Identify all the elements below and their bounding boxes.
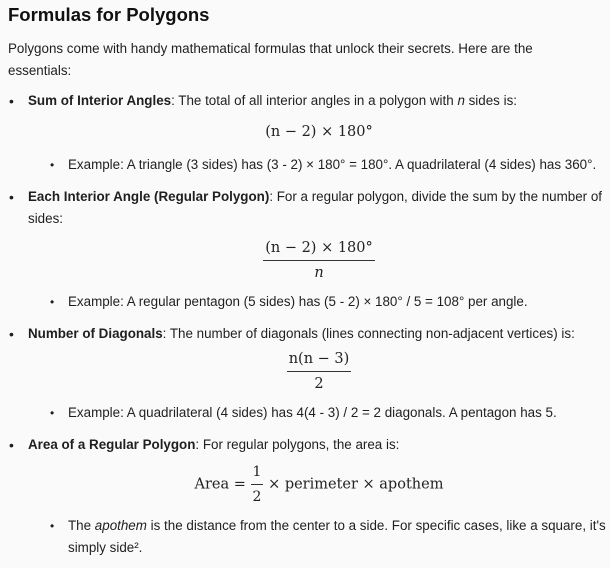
intro-paragraph: Polygons come with handy mathematical formulas that unlock their secrets. Here are the essentials: — [8, 41, 533, 78]
variable-n: n — [457, 93, 465, 108]
note-list — [28, 515, 610, 559]
fraction-numerator: 1 — [251, 462, 264, 485]
formula-diagonals — [28, 349, 610, 394]
example-item: • Example: A triangle (3 sides) has (3 - 2) × 180° = 180°. A quadrilateral (4 sides) has 360°. — [48, 154, 610, 176]
item-term: Area of a Regular Polygon — [28, 437, 196, 452]
fraction-denominator: 2 — [252, 489, 262, 505]
example-item: • Example: A quadrilateral (4 sides) has 4(4 - 3) / 2 = 2 diagonals. A pentagon has 5. — [48, 402, 610, 424]
note-item — [48, 515, 610, 559]
item-desc: : The number of diagonals (lines connecting non-adjacent vertices) is: — [162, 326, 575, 341]
formula-rest: × perimeter × apothem — [268, 476, 444, 493]
fraction-denominator: 2 — [314, 376, 324, 392]
note-after: is the distance from the center to a side. For specific cases, like a square, it's simply side². — [68, 518, 606, 555]
formula-label: Area = — [194, 476, 246, 493]
formula-each-interior — [28, 238, 610, 283]
note-emphasis: apothem — [94, 518, 147, 533]
fraction-numerator: n(n − 3) — [287, 349, 352, 372]
item-desc: : For a regular polygon, divide the sum by the number of sides: — [28, 189, 603, 226]
example-list — [28, 154, 610, 176]
list-item-sum-interior-angles — [8, 90, 610, 176]
formula-expression: (n − 2) × 180° — [265, 124, 373, 140]
fraction-numerator: (n − 2) × 180° — [263, 238, 375, 261]
example-item: • Example: A regular pentagon (5 sides) has (5 - 2) × 180° / 5 = 108° per angle. — [48, 291, 610, 313]
item-term: Number of Diagonals — [28, 326, 163, 341]
fraction — [263, 238, 375, 283]
note-before: The — [68, 518, 95, 533]
item-lead — [28, 323, 603, 345]
item-desc-after: sides is: — [464, 93, 517, 108]
page-title: Formulas for Polygons — [8, 4, 210, 25]
formula-list — [8, 90, 610, 559]
fraction — [251, 462, 264, 507]
item-lead — [28, 434, 603, 456]
list-item-each-interior-angle — [8, 186, 610, 313]
list-item-area-regular-polygon — [8, 434, 610, 559]
formula-sum-interior — [28, 120, 610, 144]
item-lead — [28, 186, 603, 230]
example-list — [28, 291, 610, 313]
example-list — [28, 402, 610, 424]
fraction — [287, 349, 352, 394]
formula-area — [28, 462, 610, 507]
list-item-number-of-diagonals — [8, 323, 610, 424]
fraction-denominator: n — [314, 265, 324, 281]
item-term: Each Interior Angle (Regular Polygon) — [28, 189, 270, 204]
item-lead — [28, 90, 603, 112]
item-term: Sum of Interior Angles — [28, 93, 172, 108]
item-desc-before: : The total of all interior angles in a polygon with — [171, 93, 458, 108]
item-desc: : For regular polygons, the area is: — [195, 437, 400, 452]
